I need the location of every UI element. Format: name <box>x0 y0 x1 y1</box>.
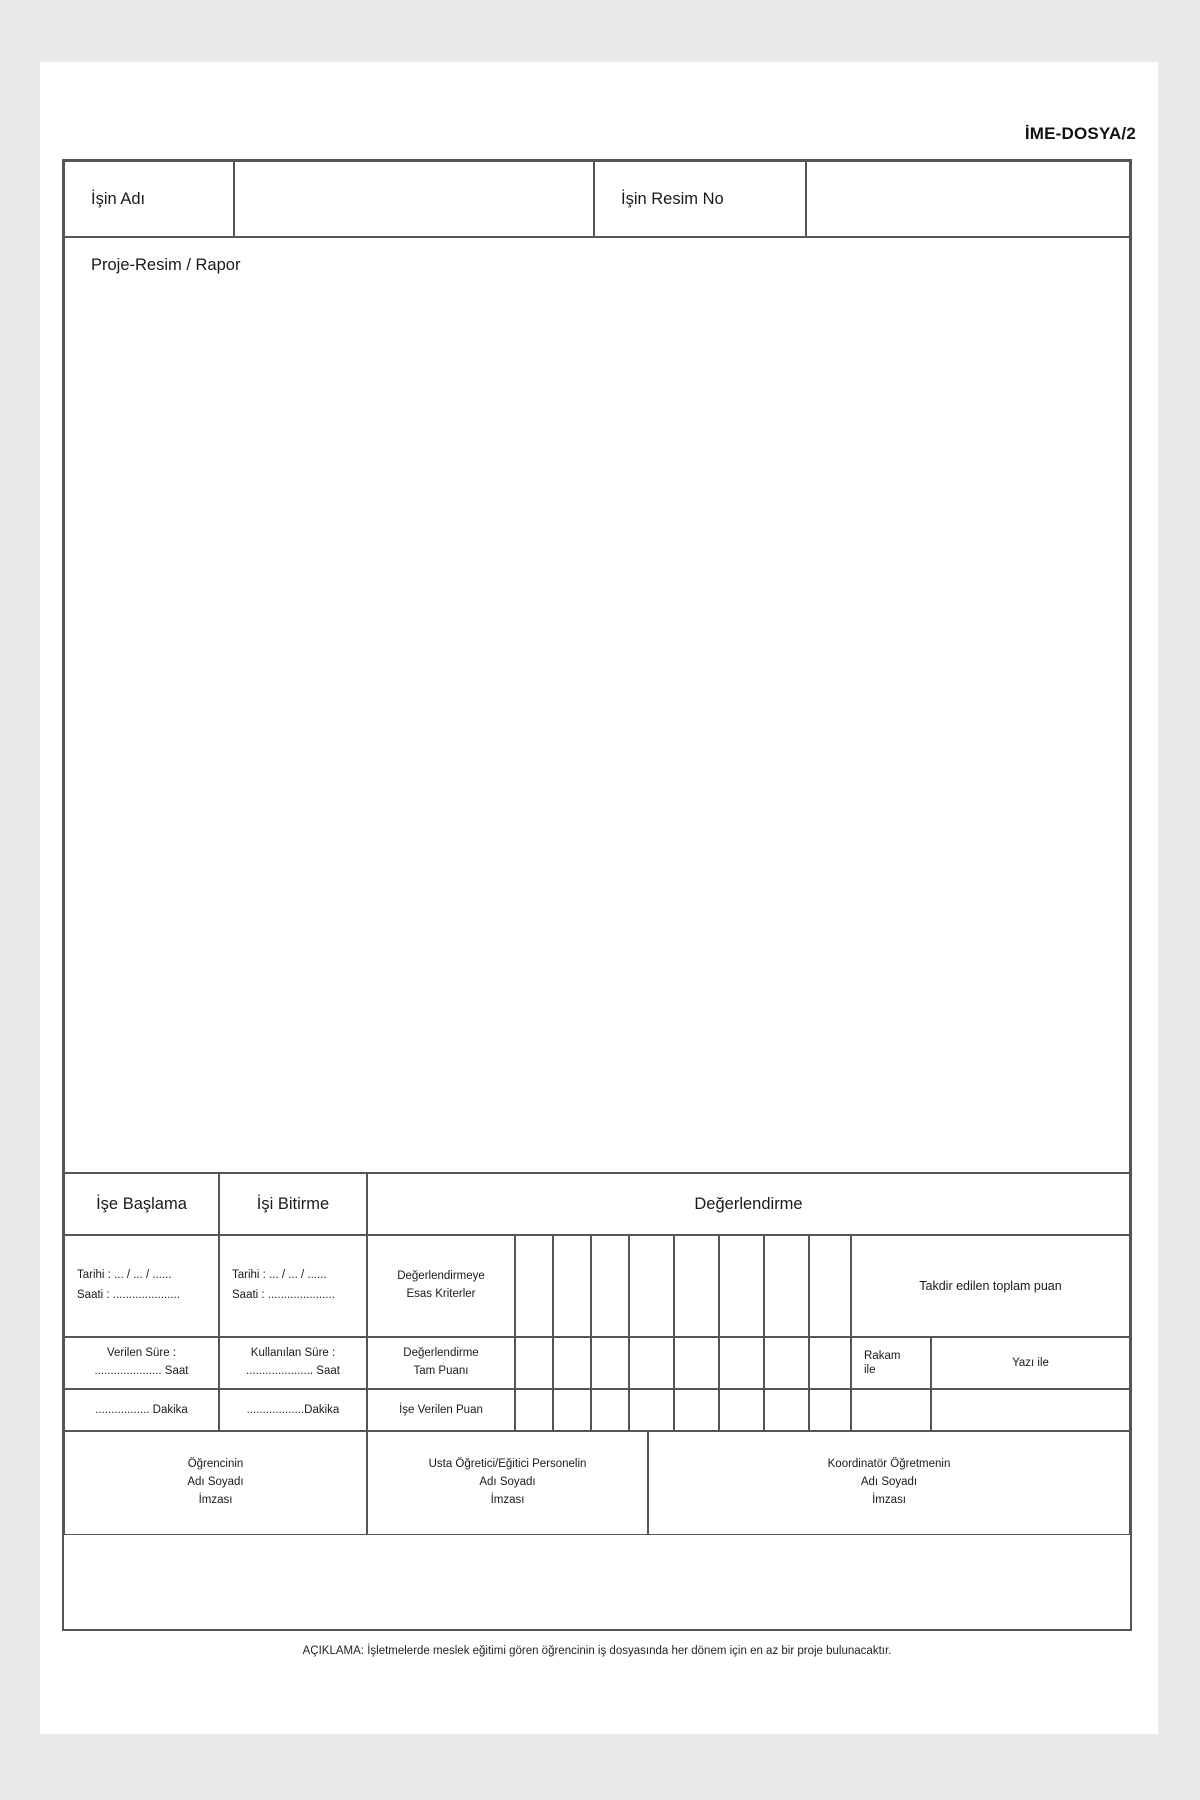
coordinator-signature-cell[interactable] <box>648 1431 1130 1535</box>
job-score-cell-1[interactable] <box>515 1389 553 1431</box>
criteria-label-line1: Değerlendirmeye <box>397 1270 485 1283</box>
start-datetime-cell[interactable] <box>64 1235 219 1337</box>
end-time-line: Saati : ..................... <box>232 1289 335 1301</box>
full-score-cell-3[interactable] <box>591 1337 629 1389</box>
criteria-cell-8[interactable] <box>809 1235 851 1337</box>
end-date-line: Tarihi : ... / ... / ...... <box>232 1269 327 1282</box>
job-score-cell-4[interactable] <box>629 1389 674 1431</box>
job-score-words-cell[interactable] <box>931 1389 1130 1431</box>
project-drawing-area[interactable] <box>64 237 1130 1173</box>
start-date-line: Tarihi : ... / ... / ...... <box>77 1269 172 1282</box>
criteria-cell-2[interactable] <box>553 1235 591 1337</box>
project-area-label: Proje-Resim / Rapor <box>91 256 241 274</box>
criteria-label-cell <box>367 1235 515 1337</box>
evaluation-header-label: Değerlendirme <box>694 1194 803 1213</box>
given-minutes-cell[interactable] <box>64 1389 219 1431</box>
given-time-line2: ..................... Saat <box>94 1365 189 1377</box>
job-score-cell-2[interactable] <box>553 1389 591 1431</box>
master-trainer-signature-line2: Adı Soyadı <box>479 1476 536 1489</box>
score-in-numbers-cell <box>851 1337 931 1389</box>
job-score-cell-5[interactable] <box>674 1389 719 1431</box>
document-code: İME-DOSYA/2 <box>1024 124 1136 143</box>
criteria-cell-4[interactable] <box>629 1235 674 1337</box>
criteria-cell-6[interactable] <box>719 1235 764 1337</box>
start-time-line: Saati : ..................... <box>77 1289 180 1301</box>
job-name-value-cell[interactable] <box>234 161 594 237</box>
job-score-cell-8[interactable] <box>809 1389 851 1431</box>
job-score-cell-6[interactable] <box>719 1389 764 1431</box>
full-score-cell-2[interactable] <box>553 1337 591 1389</box>
full-score-line1: Değerlendirme <box>403 1347 479 1360</box>
drawing-no-label: İşin Resim No <box>621 189 724 208</box>
coordinator-signature-line2: Adı Soyadı <box>860 1476 918 1489</box>
criteria-label-line2: Esas Kriterler <box>406 1288 476 1300</box>
master-trainer-signature-line3: İmzası <box>490 1493 525 1506</box>
score-in-words-cell <box>931 1337 1130 1389</box>
used-time-line1: Kullanılan Süre : <box>250 1347 336 1360</box>
end-work-header-label: İşi Bitirme <box>256 1194 330 1213</box>
score-in-numbers-line2: ile <box>864 1364 876 1376</box>
job-name-label-cell <box>64 161 234 237</box>
master-trainer-signature-cell[interactable] <box>367 1431 648 1535</box>
criteria-cell-7[interactable] <box>764 1235 809 1337</box>
criteria-cell-5[interactable] <box>674 1235 719 1337</box>
evaluation-header <box>367 1173 1130 1235</box>
job-name-label: İşin Adı <box>91 189 146 208</box>
coordinator-signature-line1: Koordinatör Öğretmenin <box>827 1458 951 1471</box>
full-score-cell-8[interactable] <box>809 1337 851 1389</box>
job-score-number-cell[interactable] <box>851 1389 931 1431</box>
drawing-no-value-cell[interactable] <box>806 161 1130 237</box>
score-in-numbers-line1: Rakam <box>864 1349 901 1362</box>
paper-sheet <box>40 62 1158 1734</box>
full-score-cell-4[interactable] <box>629 1337 674 1389</box>
given-time-line1: Verilen Süre : <box>106 1347 177 1360</box>
criteria-cell-1[interactable] <box>515 1235 553 1337</box>
start-work-header-label: İşe Başlama <box>96 1194 187 1213</box>
full-score-label-cell <box>367 1337 515 1389</box>
given-time-cell[interactable] <box>64 1337 219 1389</box>
job-score-cell-7[interactable] <box>764 1389 809 1431</box>
full-score-cell-5[interactable] <box>674 1337 719 1389</box>
full-score-cell-6[interactable] <box>719 1337 764 1389</box>
full-score-line2: Tam Puanı <box>413 1365 469 1377</box>
start-work-header <box>64 1173 219 1235</box>
student-signature-line1: Öğrencinin <box>187 1458 244 1471</box>
student-signature-cell[interactable] <box>64 1431 367 1535</box>
student-signature-line2: Adı Soyadı <box>187 1476 244 1489</box>
job-score-label-cell <box>367 1389 515 1431</box>
student-signature-line3: İmzası <box>198 1493 233 1506</box>
end-work-header <box>219 1173 367 1235</box>
used-time-cell[interactable] <box>219 1337 367 1389</box>
full-score-cell-1[interactable] <box>515 1337 553 1389</box>
used-minutes-cell[interactable] <box>219 1389 367 1431</box>
used-time-line2: ..................... Saat <box>246 1365 340 1377</box>
given-minutes-right: ..................Dakika <box>246 1404 340 1416</box>
score-in-words-label: Yazı ile <box>1012 1357 1049 1369</box>
job-score-label: İşe Verilen Puan <box>399 1404 483 1416</box>
form-frame <box>62 159 1132 1631</box>
footer-note: AÇIKLAMA: İşletmelerde meslek eğitimi gören öğrencinin iş dosyasında her dönem için en az bir proje bulunacaktır. <box>302 1645 892 1657</box>
end-datetime-cell[interactable] <box>219 1235 367 1337</box>
master-trainer-signature-line1: Usta Öğretici/Eğitici Personelin <box>428 1458 587 1471</box>
given-minutes-left: ................. Dakika <box>95 1404 188 1416</box>
criteria-cell-3[interactable] <box>591 1235 629 1337</box>
total-score-cell <box>851 1235 1130 1337</box>
full-score-cell-7[interactable] <box>764 1337 809 1389</box>
total-score-label: Takdir edilen toplam puan <box>919 1279 1062 1293</box>
job-score-cell-3[interactable] <box>591 1389 629 1431</box>
coordinator-signature-line3: İmzası <box>872 1493 906 1506</box>
drawing-no-label-cell <box>594 161 806 237</box>
